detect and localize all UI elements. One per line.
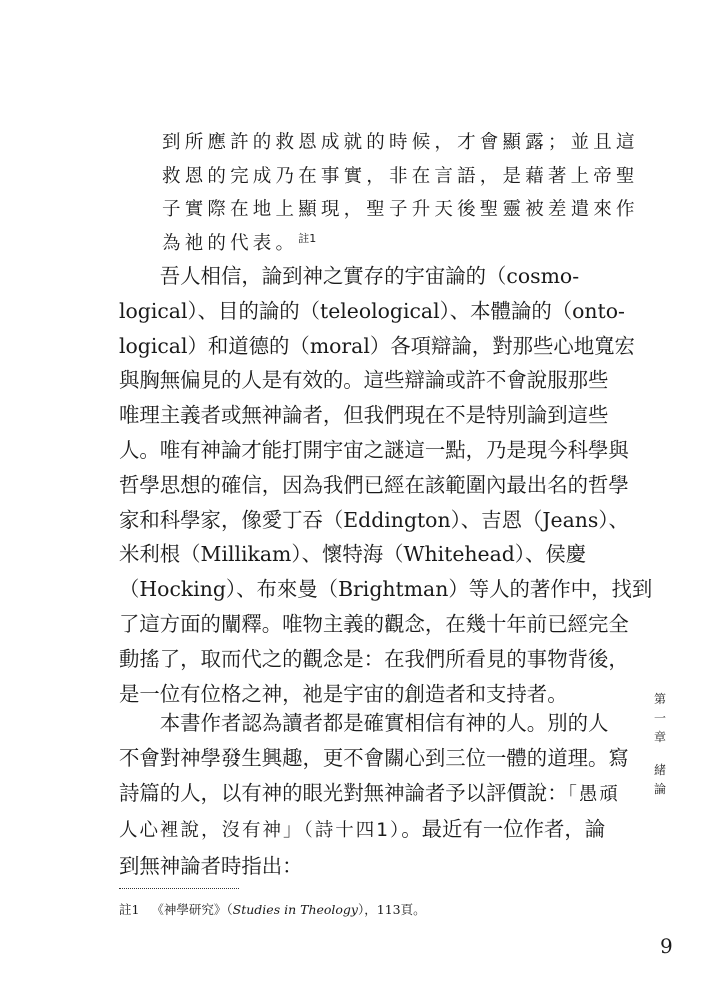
text-line: logical）和道德的（moral）各項辯論，對那些心地寬宏 — [119, 333, 635, 358]
block-quote — [162, 126, 639, 260]
quote-line: 救恩的完成乃在事實，非在言語，是藉著上帝聖 — [162, 165, 639, 187]
text-line: 唯理主義者或無神論者，但我們現在不是特別論到這些 — [119, 403, 609, 428]
text-line: 家和科學家，像愛丁吞（Eddington）、吉恩（Jeans）、 — [119, 507, 629, 532]
text-line: 本書作者認為讀者都是確實相信有神的人。別的人 — [119, 711, 609, 735]
quote-line: 為祂的代表。$^{註1}$ — [162, 231, 317, 254]
footnote-marker: 註1 — [119, 902, 140, 917]
text-line: 不會對神學發生興趣，更不會關心到三位一體的道理。寫 — [119, 745, 629, 770]
text-line: 到無神論者時指出： — [119, 854, 303, 879]
footnote-book-title-en: Studies in Theology — [232, 902, 358, 917]
footnote: 註1 《神學研究》（Studies in Theology），113頁。 — [119, 902, 426, 917]
text-line: （Hocking）、布來曼（Brightman）等人的著作中，找到 — [119, 577, 653, 602]
quote-line: 子實際在地上顯現，聖子升天後聖靈被差遣來作 — [162, 199, 639, 220]
text-line: 米利根（Millikam）、懷特海（Whitehead）、侯慶 — [119, 542, 587, 567]
chapter-char: 章 — [653, 730, 666, 744]
scripture-quote: 「愚頑 — [567, 783, 620, 805]
paragraph-2 — [119, 706, 629, 884]
chapter-char: 第 — [653, 692, 666, 706]
title-char: 緒 — [653, 763, 666, 777]
scripture-quote: 人心裡說，沒有神」（詩十四1） — [119, 820, 402, 842]
text-line: 是一位有位格之神，祂是宇宙的創造者和支持者。 — [119, 681, 568, 706]
chapter-char: 一 — [653, 711, 666, 725]
text-line: logical）、目的論的（teleological）、本體論的（onto- — [119, 298, 625, 323]
page-number: 9 — [660, 934, 673, 958]
quote-line: 到所應許的救恩成就的時候，才會顯露；並且這 — [162, 132, 639, 153]
footnote-reference[interactable]: 註1 — [298, 231, 317, 245]
text-line: 與胸無偏見的人是有效的。這些辯論或許不會說服那些 — [119, 368, 609, 393]
title-char: 論 — [653, 782, 666, 796]
paragraph-1 — [119, 259, 653, 711]
footnote-book-title: 《神學研究》 — [151, 902, 227, 917]
text-line: 吾人相信，論到神之實存的宇宙論的（cosmo- — [119, 264, 580, 288]
text-line: 人。唯有神論才能打開宇宙之謎這一點，乃是現今科學與 — [119, 437, 629, 462]
running-head — [651, 690, 669, 799]
footnote-pages: ，113頁。 — [364, 902, 426, 917]
text-line: 了這方面的闡釋。唯物主義的觀念，在幾十年前已經完全 — [119, 611, 629, 636]
text-line: 動搖了，取而代之的觀念是：在我們所看見的事物背後， — [119, 646, 629, 671]
text-line: 哲學思想的確信，因為我們已經在該範圍內最出名的哲學 — [119, 472, 629, 497]
text-line: 詩篇的人，以有神的眼光對無神論者予以評價說：「愚頑 — [119, 780, 620, 805]
footnote-divider — [119, 888, 239, 889]
text-line: 人心裡說，沒有神」（詩十四1）。最近有一位作者，論 — [119, 817, 606, 842]
